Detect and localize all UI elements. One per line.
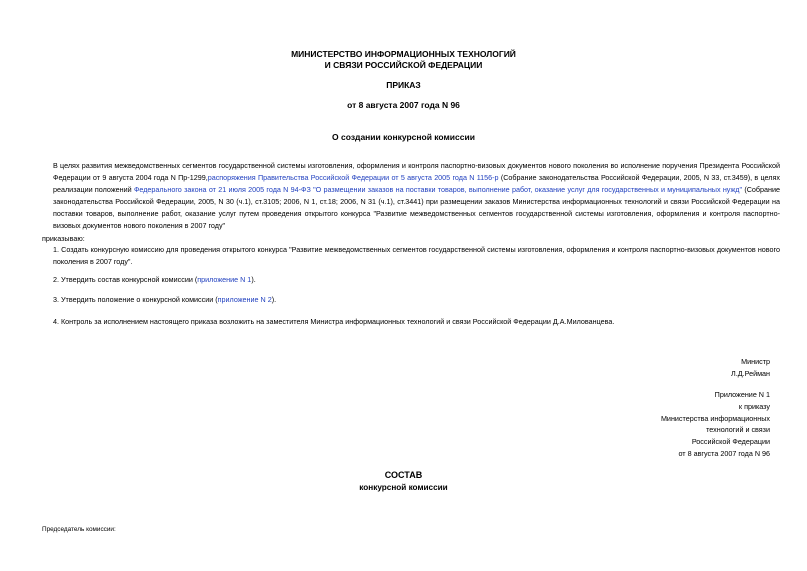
appendix-header bbox=[560, 389, 770, 460]
order-word: приказываю: bbox=[42, 234, 85, 243]
appendix-line-5: Российской Федерации bbox=[691, 437, 770, 447]
order-item-2-text: 2. Утвердить состав конкурсной комиссии ( bbox=[53, 275, 198, 284]
appendix-line-4: технологий и связи bbox=[706, 425, 770, 435]
order-item-3-end: ). bbox=[271, 295, 277, 304]
doc-title: О создании конкурсной комиссии bbox=[332, 132, 475, 142]
ministry-name-line1: МИНИСТЕРСТВО ИНФОРМАЦИОННЫХ ТЕХНОЛОГИЙ bbox=[291, 49, 516, 59]
order-item-4: 4. Контроль за исполнением настоящего приказа возложить на заместителя Министра информационных технологий и связи Российской Федерации Д.А.Милованцева. bbox=[53, 317, 615, 326]
preamble-text-1: В целях развития межведомственных сегментов государственной системы изготовления, оформления и контроля паспортно-визовых документов нового поколения во исполнение поручения Президента Российской Федерации от 9 августа 2004 года N Пр-1299, bbox=[53, 161, 780, 182]
appendix-line-6: от 8 августа 2007 года N 96 bbox=[678, 448, 770, 458]
link-appendix-1[interactable]: приложение N 1 bbox=[197, 275, 252, 284]
signature-block bbox=[560, 356, 770, 380]
ministry-name bbox=[0, 49, 807, 71]
ministry-name-line2: И СВЯЗИ РОССИЙСКОЙ ФЕДЕРАЦИИ bbox=[324, 60, 483, 70]
chairman-label: Председатель комиссии: bbox=[42, 526, 116, 533]
appendix-line-1: Приложение N 1 bbox=[714, 390, 770, 399]
signature-position: Министр bbox=[741, 357, 770, 366]
link-federal-law[interactable]: Федерального закона от 21 июля 2005 года N 94-ФЗ "О размещении заказов на поставки товаров, выполнение работ, оказание услуг для государственных и муниципальных нужд" bbox=[133, 185, 743, 194]
signature-name: Л.Д.Рейман bbox=[731, 368, 770, 378]
doc-date: от 8 августа 2007 года N 96 bbox=[347, 100, 460, 110]
appendix-line-2: к приказу bbox=[738, 401, 770, 411]
sostav-title: СОСТАВ bbox=[384, 470, 423, 480]
sostav-subtitle: конкурсной комиссии bbox=[359, 483, 448, 492]
preamble-text-3: (Собрание законодательства Российской Федерации, 2005, N 30 (ч.1), ст.3105; 2006, N 1, ст.18; 2006, N 31 (ч.1), ст.3441) при размещении заказов Министерства информационных технологий и связи Российской Федерации на поставки товаров, выполнение работ, оказание услуг путем проведения открытого конкурса "Развитие межведомственных сегментов государственной системы изготовления, оформления и контроля паспортно-визовых документов нового поколения в 2007 году" bbox=[53, 185, 780, 230]
order-item-2 bbox=[42, 274, 780, 286]
order-item-3-text: 3. Утвердить положение о конкурсной комиссии ( bbox=[53, 295, 218, 304]
order-item-2-end: ). bbox=[251, 275, 256, 284]
order-item-1: 1. Создать конкурсную комиссию для проведения открытого конкурса "Развитие межведомственных сегментов государственной системы изготовления, оформления и контроля паспортно-визовых документов нового поколения в 2007 году". bbox=[53, 245, 780, 266]
appendix-line-3: Министерства информационных bbox=[660, 413, 770, 423]
link-appendix-2[interactable]: приложение N 2 bbox=[217, 295, 272, 304]
link-government-order[interactable]: распоряжения Правительства Российской Федерации от 5 августа 2005 года N 1156-р bbox=[207, 173, 499, 182]
preamble-text-2: (Собрание законодательства Российской Федерации, 2005, N 33, ст.3459), в целях реализации положений bbox=[53, 173, 780, 194]
doc-type: ПРИКАЗ bbox=[386, 80, 421, 90]
order-item-3 bbox=[42, 294, 780, 306]
preamble-paragraph bbox=[42, 160, 780, 232]
